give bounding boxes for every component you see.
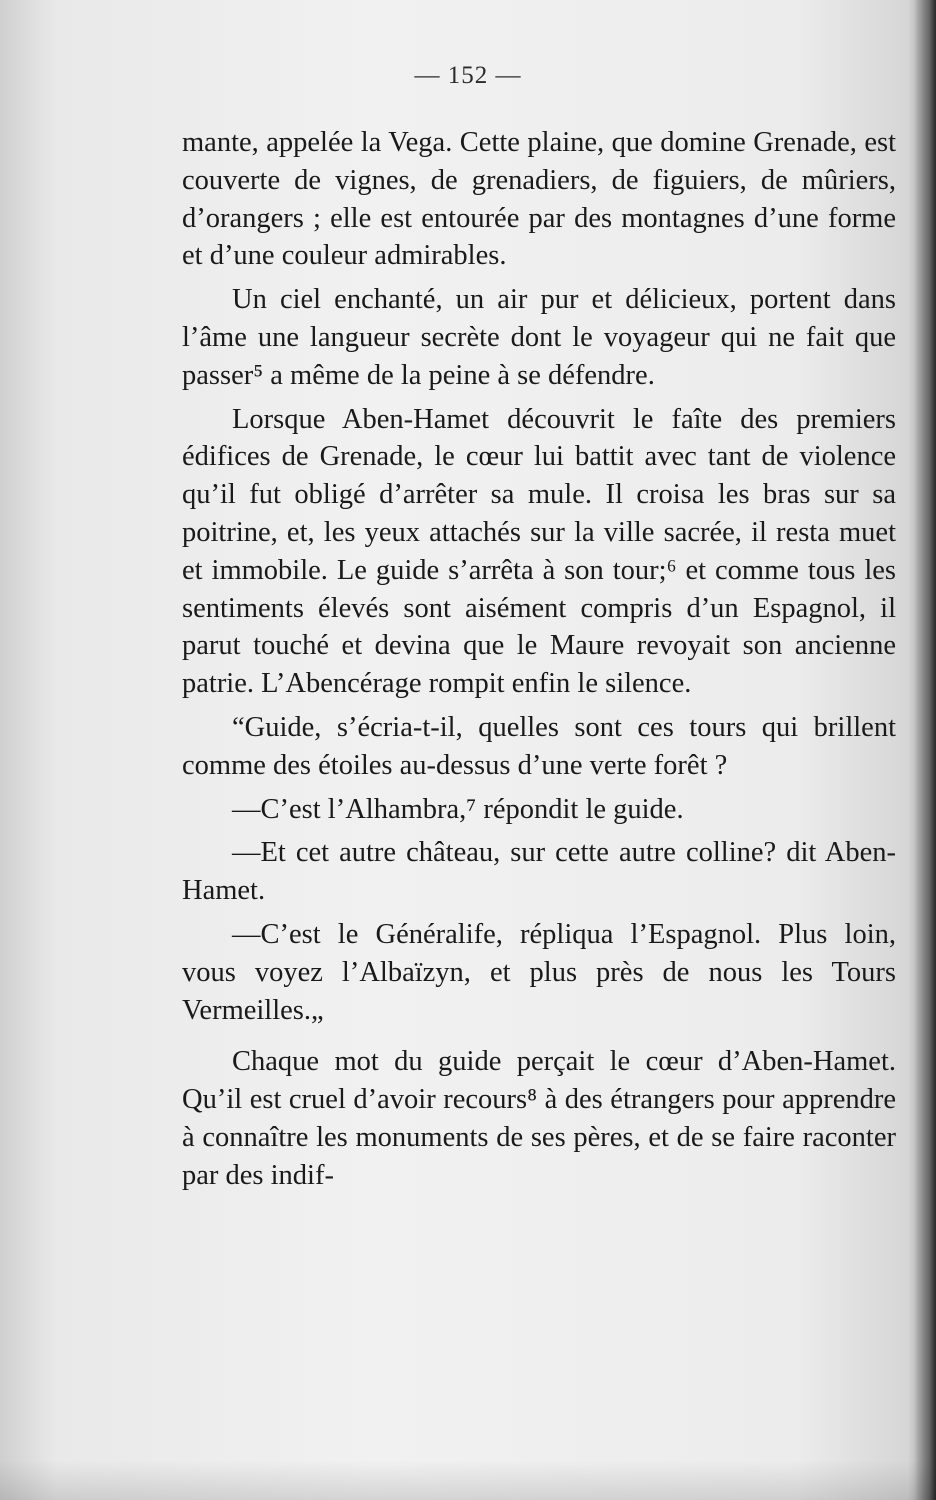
paragraph-6: —Et cet autre château, sur cette autre colline? dit Aben-Hamet. bbox=[182, 837, 896, 907]
paragraph-1: mante, appelée la Vega. Cette plaine, que domine Grenade, est couverte de vignes, de grenadiers, de figuiers, de mûriers, d’orangers ; elle est entourée par des montagnes d’une forme et d’une couleur admirables. bbox=[182, 127, 896, 272]
page-number: — 152 — bbox=[414, 62, 522, 89]
paragraph-2: Un ciel enchanté, un air pur et délicieux, portent dans l’âme une langueur secrète dont le voyageur qui ne fait que passer⁵ a même de la peine à se défendre. bbox=[182, 284, 896, 391]
paragraph-3: Lorsque Aben-Hamet découvrit le faîte des premiers édifices de Grenade, le cœur lui battit avec tant de violence qu’il fut obligé d’arrêter sa mule. Il croisa les bras sur sa poitrine, et, les yeux attachés sur la ville sacrée, il resta muet et immobile. Le guide s’arrêta à son tour;⁶ et comme tous les sentiments élevés sont aisément compris d’un Espagnol, il parut touché et devina que le Maure revoyait son ancienne patrie. L’Abencérage rompit enfin le silence. bbox=[182, 403, 896, 700]
paragraph-8: Chaque mot du guide perçait le cœur d’Aben-Hamet. Qu’il est cruel d’avoir recours⁸ à des étrangers pour apprendre à connaître les monuments de ses pères, et de se faire raconter par des indif- bbox=[182, 1046, 896, 1191]
paragraph-4: “Guide, s’écria-t-il, quelles sont ces tours qui brillent comme des étoiles au-dessus d’une verte forêt ? bbox=[182, 711, 896, 781]
bottom-shadow bbox=[0, 1460, 936, 1500]
paragraph-5: —C’est l’Alhambra,⁷ répondit le guide. bbox=[232, 793, 684, 825]
paragraph-7: —C’est le Généralife, répliqua l’Espagnol. Plus loin, vous voyez l’Albaïzyn, et plus près de nous les Tours Vermeilles.„ bbox=[182, 918, 896, 1026]
body-text bbox=[182, 124, 896, 1195]
page-edge-shadow bbox=[914, 0, 936, 1500]
